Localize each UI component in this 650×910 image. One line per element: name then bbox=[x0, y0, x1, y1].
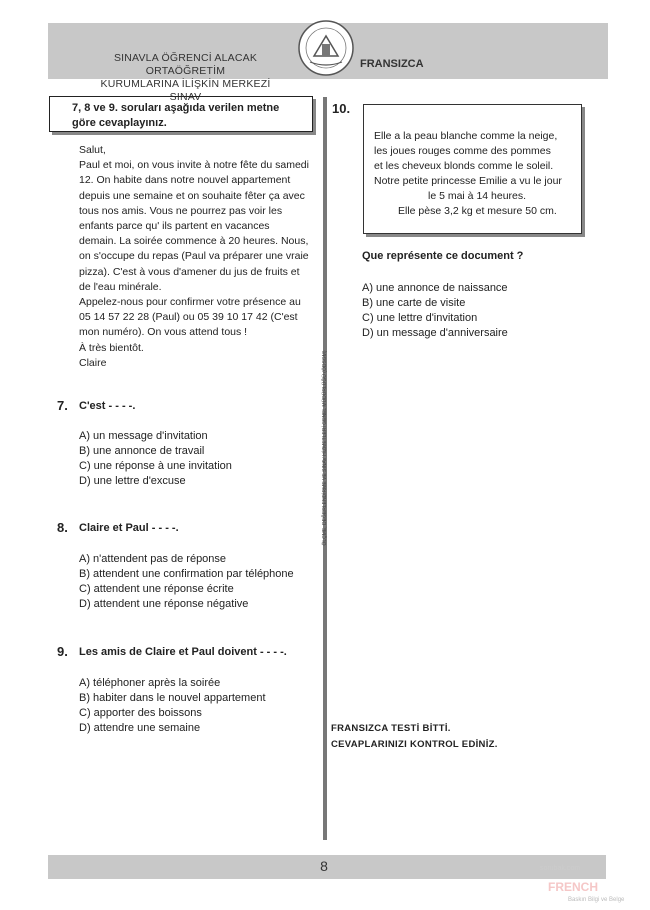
announcement-line: et les cheveux blonds comme le soleil. bbox=[374, 160, 554, 172]
announcement-line: les joues rouges comme des pommes bbox=[374, 145, 551, 157]
answer-option-a[interactable]: A) un message d'invitation bbox=[79, 430, 208, 442]
passage-line: on s'occupe du repas (Paul va préparer une vraie bbox=[79, 250, 309, 263]
reading-passage bbox=[79, 143, 321, 371]
answer-option-a[interactable]: A) téléphoner après la soirée bbox=[79, 677, 221, 689]
passage-line: Salut, bbox=[79, 144, 106, 156]
passage-line: de l'eau minérale. bbox=[79, 280, 162, 293]
answer-option-b[interactable]: B) habiter dans le nouvel appartement bbox=[79, 692, 266, 704]
side-credit: ÖLÇME, DEĞERLENDİRME VE SINAV HİZMETLERİ GENEL MÜDÜRLÜĞÜ (ÖDSGM) bbox=[322, 349, 328, 546]
question-stem: C'est - - - -. bbox=[79, 400, 136, 412]
page-number: 8 bbox=[320, 858, 328, 874]
announcement-text bbox=[374, 129, 584, 219]
subject-label: FRANSIZCA bbox=[360, 58, 424, 70]
announcement-line: Elle a la peau blanche comme la neige, bbox=[374, 130, 558, 142]
answer-option-a[interactable]: A) une annonce de naissance bbox=[362, 282, 508, 294]
instruction-line: göre cevaplayınız. bbox=[72, 117, 167, 129]
answer-options bbox=[79, 429, 232, 489]
answer-options bbox=[79, 552, 294, 612]
answer-option-d[interactable]: D) une lettre d'excuse bbox=[79, 475, 186, 487]
question-stem: Claire et Paul - - - -. bbox=[79, 522, 179, 534]
passage-line: Claire bbox=[79, 356, 107, 369]
answer-option-d[interactable]: D) un message d'anniversaire bbox=[362, 327, 508, 339]
passage-line: pizza). C'est à vous d'amener du jus de fruits et bbox=[79, 265, 300, 278]
answer-option-c[interactable]: C) apporter des boissons bbox=[79, 707, 202, 719]
question-stem: Les amis de Claire et Paul doivent - - - -. bbox=[79, 646, 287, 658]
passage-line: Paul et moi, on vous invite à notre fête du samedi bbox=[79, 159, 309, 172]
answer-option-d[interactable]: D) attendent une réponse négative bbox=[79, 598, 249, 610]
passage-line: 05 14 57 22 28 (Paul) ou 05 39 10 17 42 (C'est bbox=[79, 311, 298, 324]
answer-option-d[interactable]: D) attendre une semaine bbox=[79, 722, 201, 734]
answer-options bbox=[362, 281, 508, 341]
announcement-line: Elle pèse 3,2 kg et mesure 50 cm. bbox=[398, 205, 557, 217]
passage-line: mon numéro). On vous attend tous ! bbox=[79, 326, 248, 339]
passage-line: À très bientôt. bbox=[79, 341, 144, 354]
passage-line: 12. On habite dans notre nouvel appartement bbox=[79, 174, 291, 187]
question-number: 7. bbox=[57, 398, 68, 413]
passage-line: demain. La soirée commence à 20 heures. Nous, bbox=[79, 235, 309, 248]
announcement-line: le 5 mai à 14 heures. bbox=[428, 190, 527, 202]
passage-line: Appelez-nous pour confirmer votre présence au bbox=[79, 296, 301, 309]
watermark-text: sorubak.com bbox=[540, 865, 581, 872]
instruction-box bbox=[49, 96, 313, 132]
answer-option-c[interactable]: C) attendent une réponse écrite bbox=[79, 583, 234, 595]
announcement-line: Notre petite princesse Emilie a vu le jour bbox=[374, 175, 562, 187]
question-stem: Que représente ce document ? bbox=[362, 250, 524, 262]
answer-option-b[interactable]: B) une carte de visite bbox=[362, 297, 466, 309]
answer-option-a[interactable]: A) n'attendent pas de réponse bbox=[79, 553, 227, 565]
ministry-logo-icon bbox=[296, 18, 356, 78]
watermark-logo: FRENCH bbox=[548, 880, 598, 894]
answer-option-c[interactable]: C) une lettre d'invitation bbox=[362, 312, 478, 324]
instruction-line: 7, 8 ve 9. soruları aşağıda verilen metne bbox=[72, 102, 280, 114]
answer-option-b[interactable]: B) attendent une confirmation par téléphone bbox=[79, 568, 294, 580]
question-number: 9. bbox=[57, 644, 68, 659]
passage-line: tous nos amis. Vous ne pourrez pas voir les bbox=[79, 204, 283, 217]
answer-option-c[interactable]: C) une réponse à une invitation bbox=[79, 460, 232, 472]
question-number: 8. bbox=[57, 520, 68, 535]
question-number: 10. bbox=[332, 101, 351, 116]
exam-title: SINAVLA ÖĞRENCİ ALACAK ORTAÖĞRETİM KURUMLARINA İLİŞKİN MERKEZİ SINAV bbox=[100, 52, 271, 103]
answer-options bbox=[79, 676, 266, 736]
passage-line: enfants parce qu' ils partent en vacances bbox=[79, 220, 270, 233]
answer-option-b[interactable]: B) une annonce de travail bbox=[79, 445, 205, 457]
watermark-caption: Baskın Bilgi ve Belge bbox=[568, 897, 625, 903]
end-note: FRANSIZCA TESTİ BİTTİ. CEVAPLARINIZI KONTROL EDİNİZ. bbox=[331, 723, 498, 750]
passage-line: depuis une semaine et on souhaite fêter ça avec bbox=[79, 189, 305, 202]
